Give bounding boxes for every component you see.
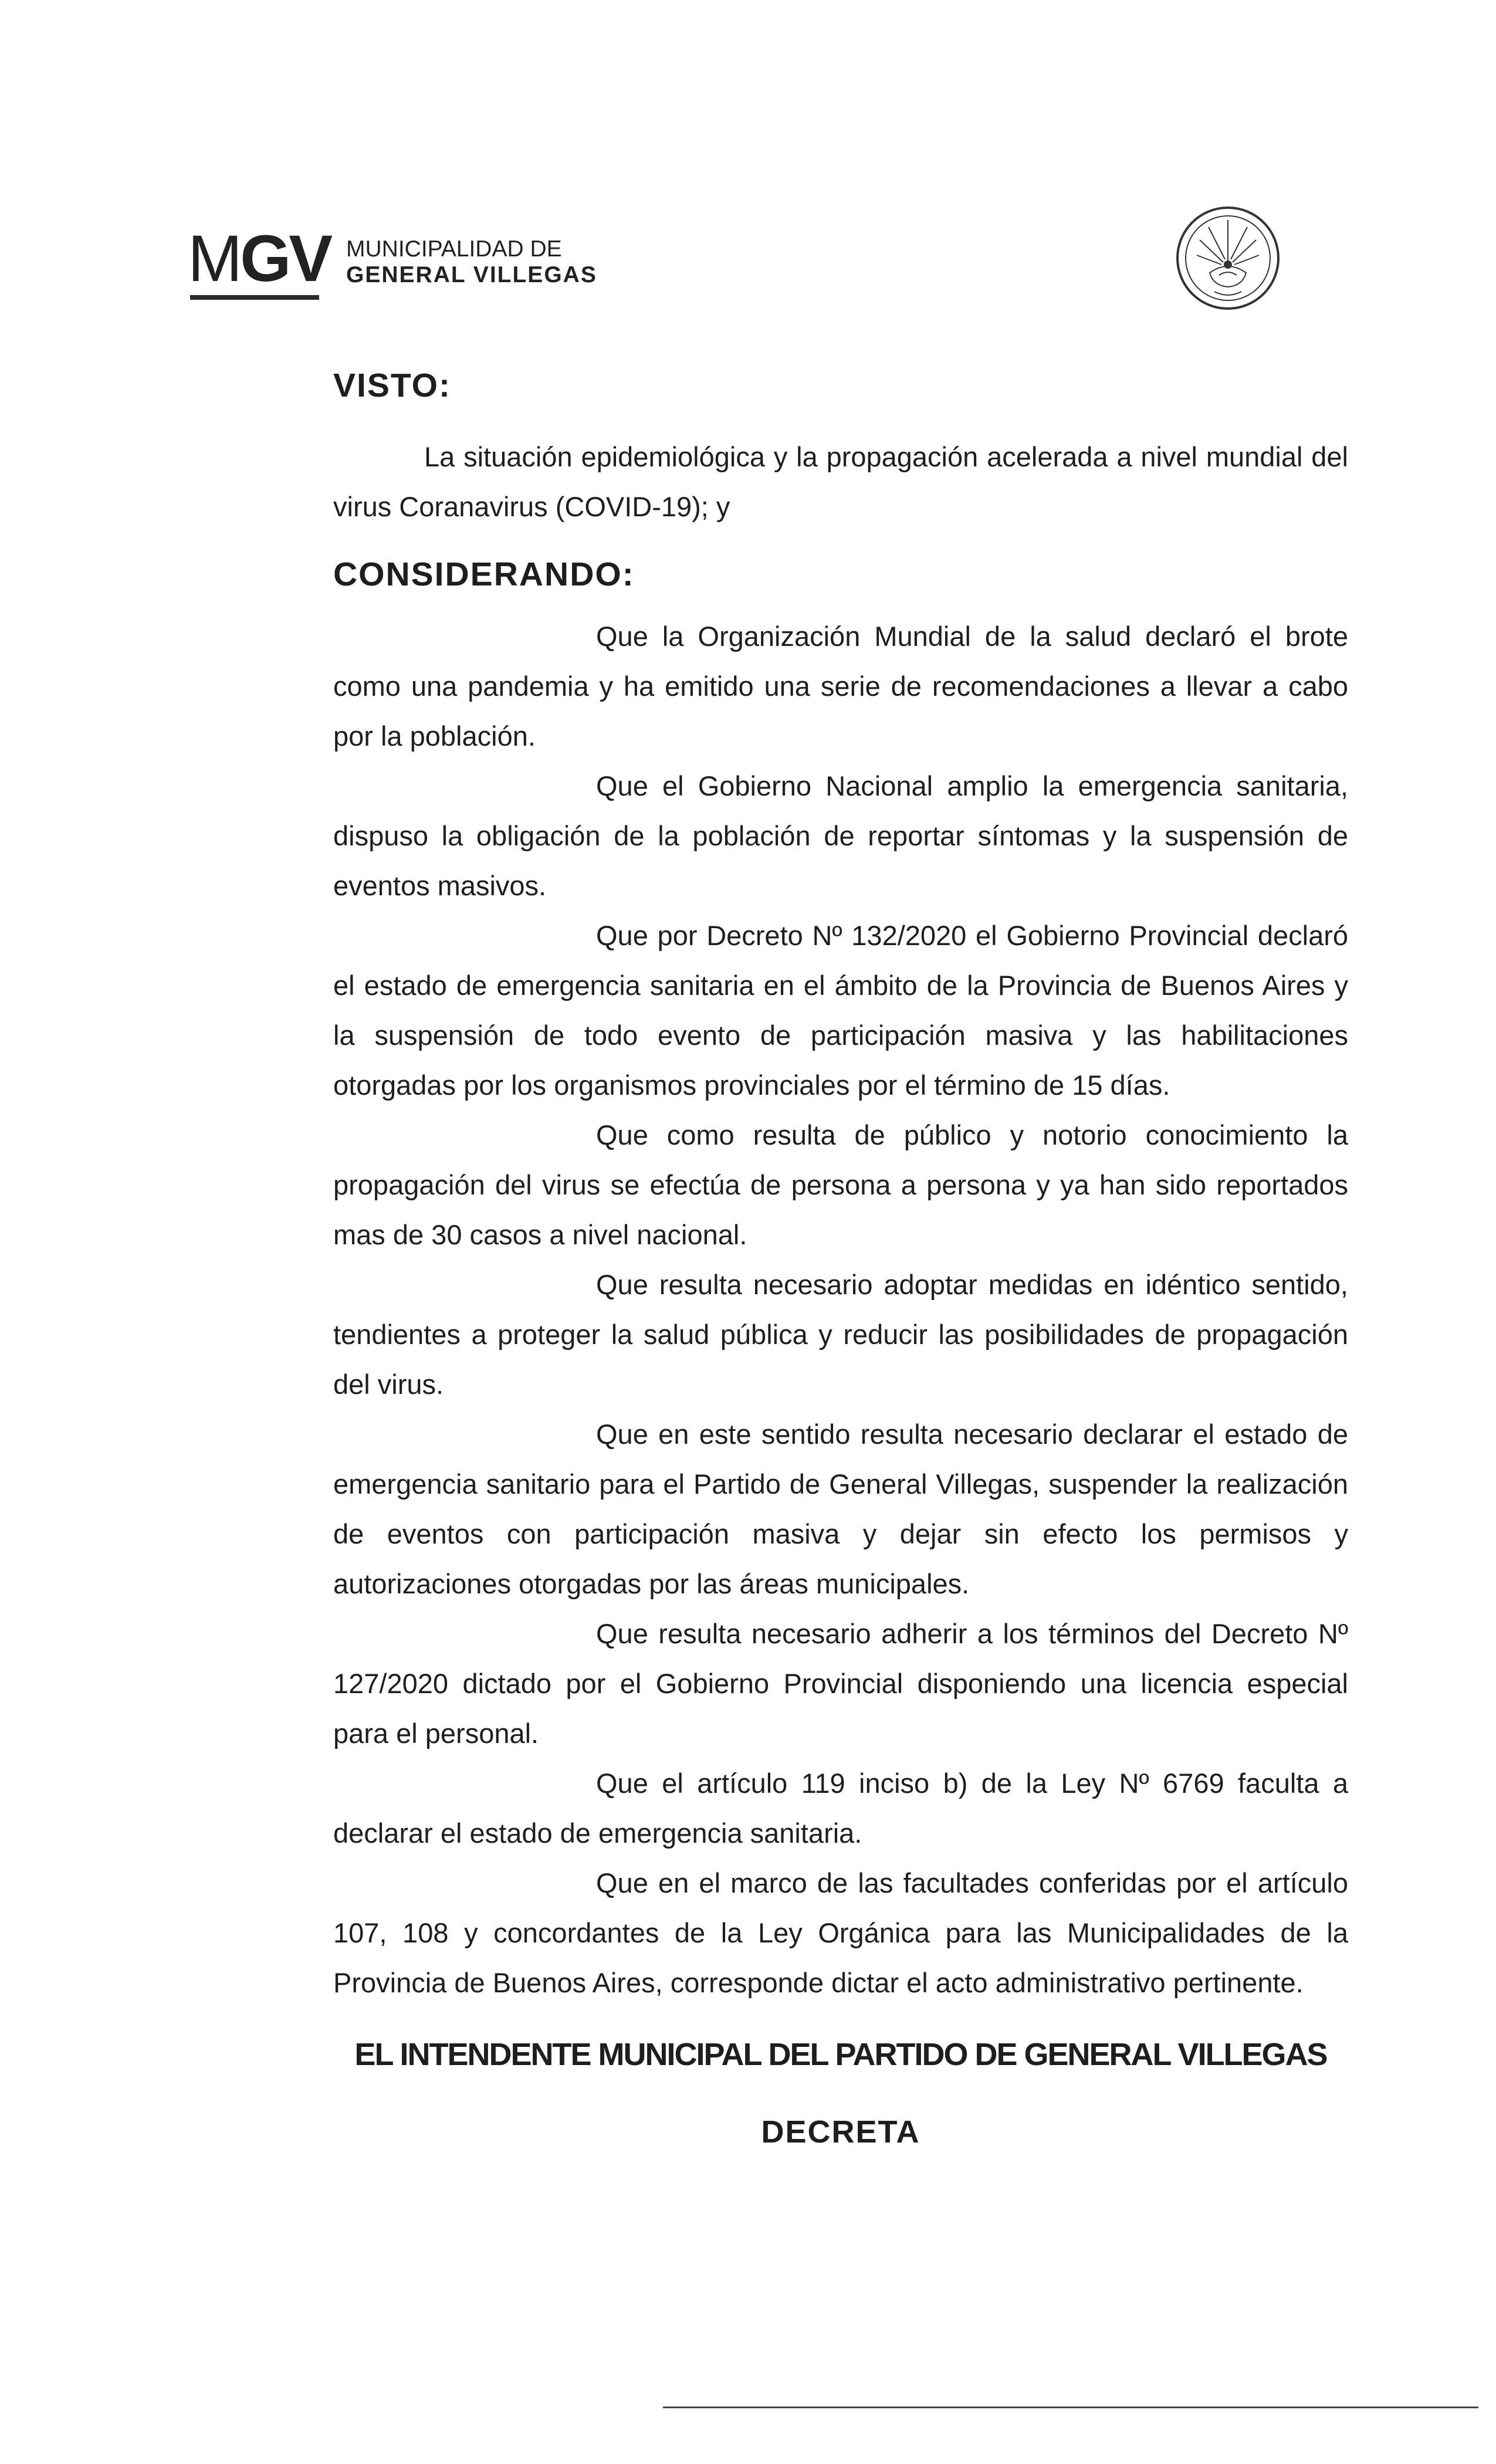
municipality-name-line2: GENERAL VILLEGAS [346, 262, 597, 287]
considerando-heading: CONSIDERANDO: [333, 556, 635, 593]
municipal-seal-icon [1173, 204, 1282, 313]
considerando-paragraph-9: Que en el marco de las facultades conferidas por el artículo 107, 108 y concordantes de la Ley Orgánica para las Municipalidades de la Provincia de Buenos Aires, corresponde dictar el acto administrativo pertinente. [333, 1867, 1348, 1998]
considerando-paragraph-4: Que como resulta de público y notorio conocimiento la propagación del virus se efectúa de persona a persona y ya han sido reportados mas de 30 casos a nivel nacional. [333, 1119, 1348, 1250]
considerando-paragraph-8: Que el artículo 119 inciso b) de la Ley Nº 6769 faculta a declarar el estado de emergencia sanitaria. [333, 1768, 1348, 1849]
considerando-paragraph-5: Que resulta necesario adoptar medidas en idéntico sentido, tendientes a proteger la salud pública y reducir las posibilidades de propagación del virus. [333, 1269, 1348, 1400]
considerando-paragraph-6: Que en este sentido resulta necesario declarar el estado de emergencia sanitario para el Partido de General Villegas, suspender la realización de eventos con participación masiva y dejar sin efecto los permisos y autorizaciones otorgadas por las áreas municipales. [333, 1419, 1348, 1599]
visto-paragraph: La situación epidemiológica y la propagación acelerada a nivel mundial del virus Coranavirus (COVID-19); y [333, 441, 1348, 522]
considerando-paragraph-3: Que por Decreto Nº 132/2020 el Gobierno Provincial declaró el estado de emergencia sanitaria en el ámbito de la Provincia de Buenos Aires y la suspensión de todo evento de participación masiva y las habilitaciones otorgadas por los organismos provinciales por el término de 15 días. [333, 920, 1348, 1101]
municipality-name-line1: MUNICIPALIDAD DE [346, 236, 562, 262]
mgv-logo: MGV [188, 222, 331, 295]
logo-underline [190, 295, 319, 300]
considerando-paragraph-2: Que el Gobierno Nacional amplio la emergencia sanitaria, dispuso la obligación de la población de reportar síntomas y la suspensión de eventos masivos. [333, 770, 1348, 901]
municipality-name [346, 236, 597, 288]
document-body [333, 352, 1348, 2155]
considerando-paragraph-7: Que resulta necesario adherir a los términos del Decreto Nº 127/2020 dictado por el Gobierno Provincial disponiendo una licencia especial para el personal. [333, 1618, 1348, 1749]
considerando-paragraph-1: Que la Organización Mundial de la salud declaró el brote como una pandemia y ha emitido una serie de recomendaciones a llevar a cabo por la población. [333, 621, 1348, 752]
authority-statement: EL INTENDENTE MUNICIPAL DEL PARTIDO DE GENERAL VILLEGAS [354, 2037, 1327, 2072]
footer-rule [663, 2407, 1478, 2408]
letterhead [188, 222, 1332, 326]
decreta-heading: DECRETA [761, 2114, 920, 2150]
visto-heading: VISTO: [333, 367, 451, 404]
